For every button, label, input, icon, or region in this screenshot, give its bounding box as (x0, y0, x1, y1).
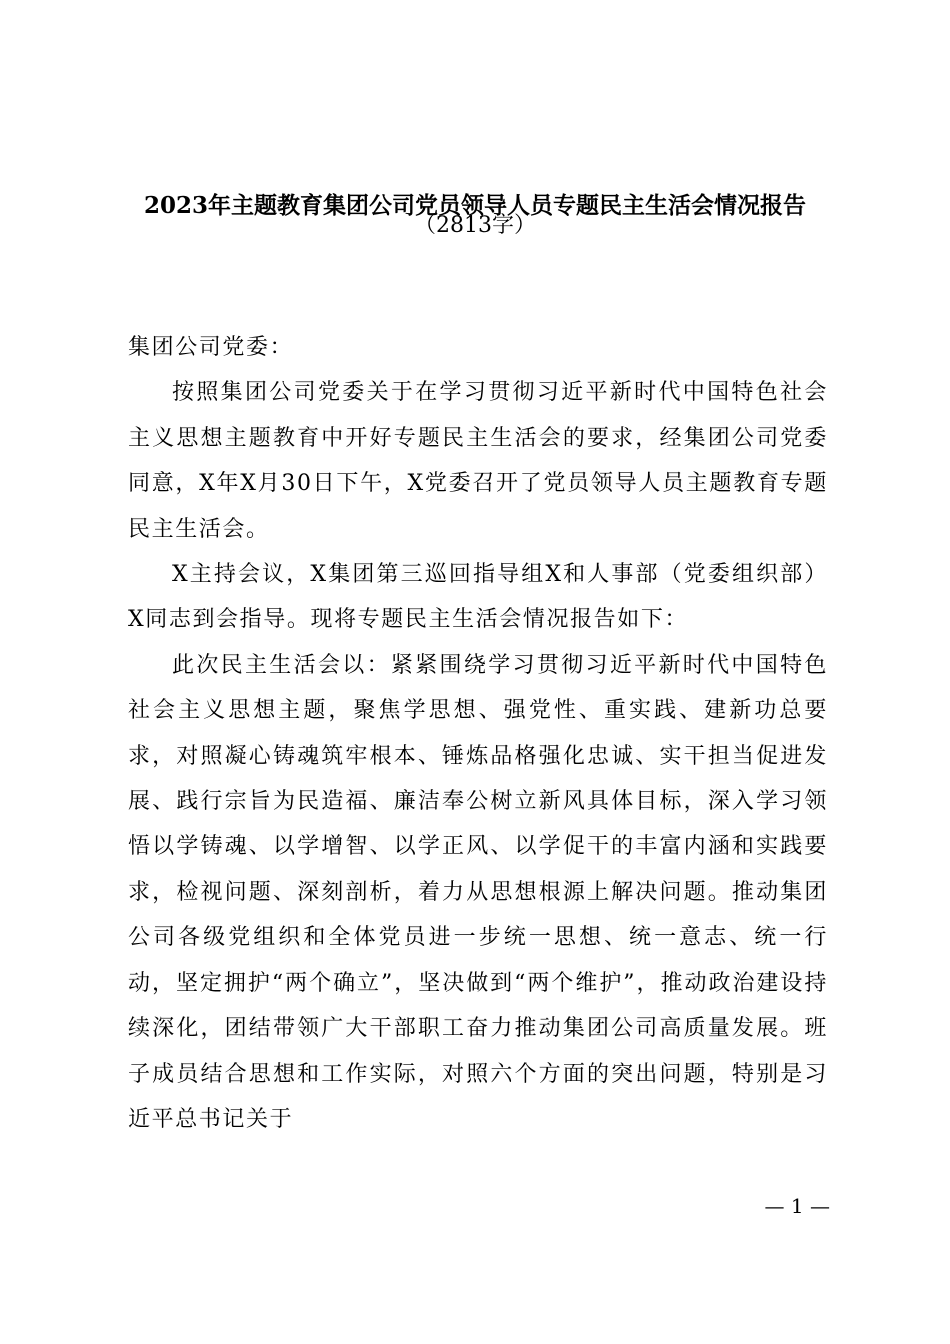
document-title: 2023年主题教育集团公司党员领导人员专题民主生活会情况报告 (143, 192, 806, 219)
document-body (128, 325, 828, 1142)
document-subtitle: （2813字） (414, 213, 536, 238)
page-number: — 1 — (764, 1194, 830, 1218)
paragraph-1: 按照集团公司党委关于在学习贯彻习近平新时代中国特色社会主义思想主题教育中开好专题民主生活会的要求，经集团公司党委同意，X年X月30日下午，X党委召开了党员领导人员主题教育专题民主生活会。 (128, 380, 828, 542)
paragraph-3: 此次民主生活会以：紧紧围绕学习贯彻习近平新时代中国特色社会主义思想主题，聚焦学思想、强党性、重实践、建新功总要求，对照凝心铸魂筑牢根本、锤炼品格强化忠诚、实干担当促进发展、践行宗旨为民造福、廉洁奉公树立新风具体目标，深入学习领悟以学铸魂、以学增智、以学正风、以学促干的丰富内涵和实践要求，检视问题、深刻剖析，着力从思想根源上解决问题。推动集团公司各级党组织和全体党员进一步统一思想、统一意志、统一行动，坚定拥护“两个确立”，坚决做到“两个维护”，推动政治建设持续深化，团结带领广大干部职工奋力推动集团公司高质量发展。班子成员结合思想和工作实际，对照六个方面的突出问题，特别是习近平总书记关于 (128, 652, 828, 1132)
paragraph-2: X主持会议，X集团第三巡回指导组X和人事部（党委组织部）X同志到会指导。现将专题民主生活会情况报告如下： (128, 562, 828, 633)
salutation: 集团公司党委： (128, 335, 294, 360)
